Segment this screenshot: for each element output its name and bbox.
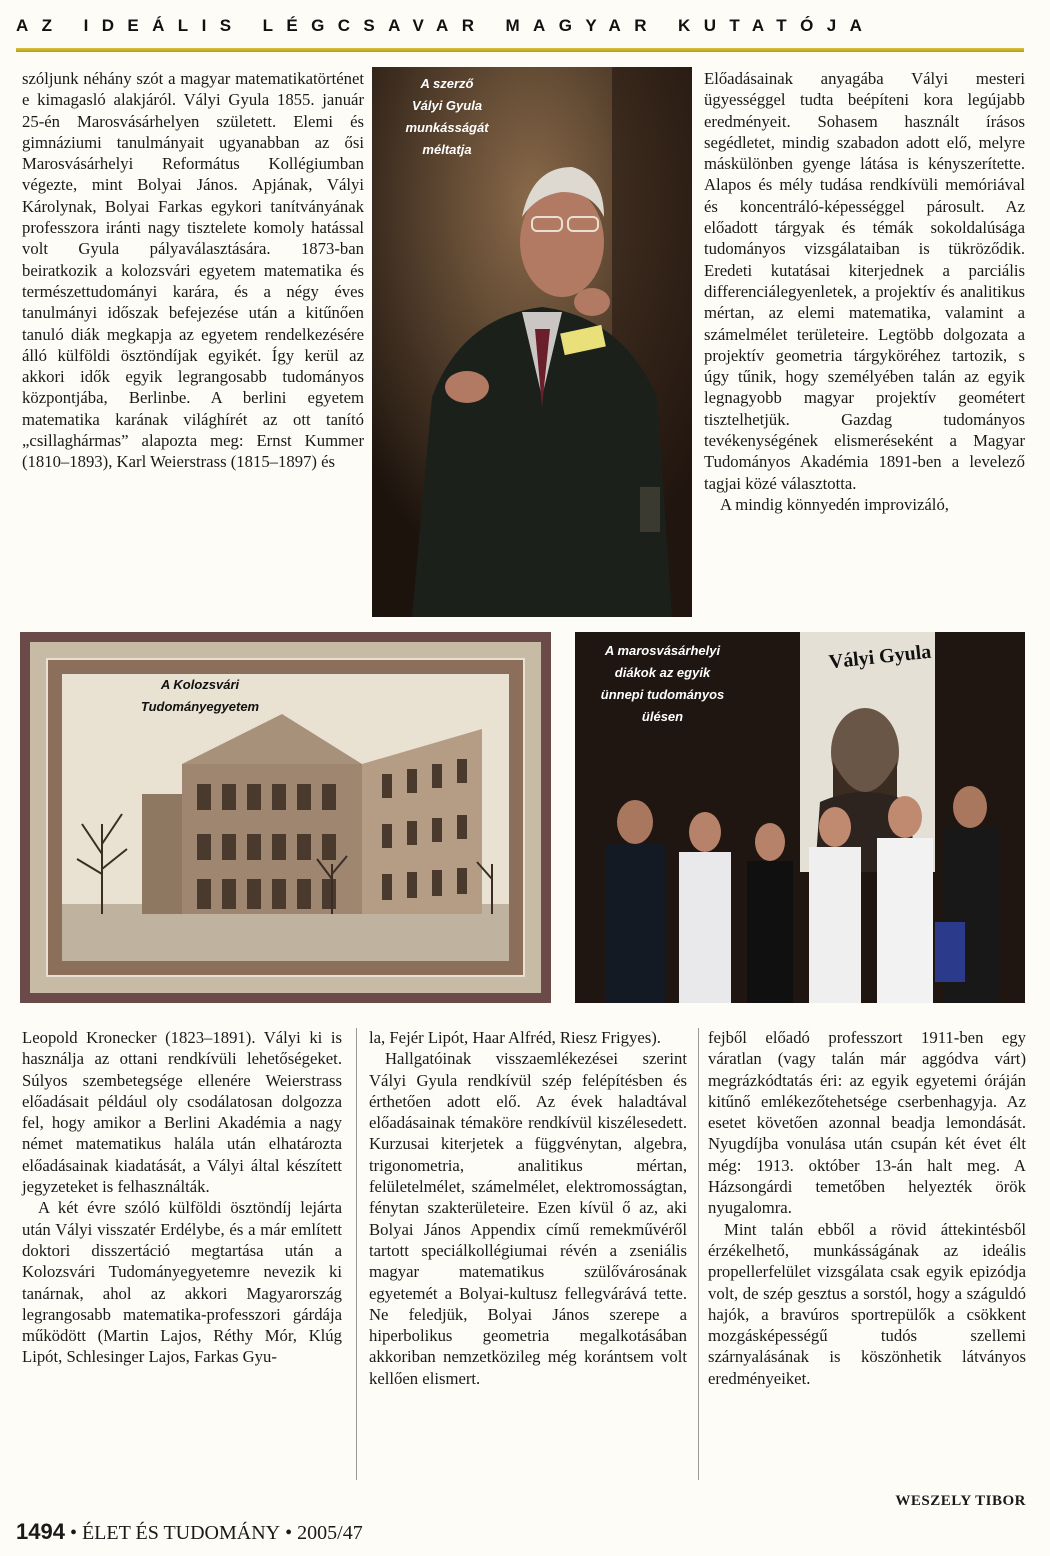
paragraph: Mint talán ebből a rövid áttekintésből érzékelhető, munkásságának az ideális propellerfelület vizsgálata csak egyik epizódja volt, de szép gesztus a sorstól, hogy a száguldó hajók, a bravúros sportrepülők a csökkent mozgásképességű tudós szellemi szárnyalásának is köszönhetik látványos eredményeiket.	[708, 1219, 1026, 1388]
author-signature: WESZELY TIBOR	[895, 1493, 1026, 1509]
column-divider	[698, 1028, 699, 1480]
paragraph: la, Fejér Lipót, Haar Alfréd, Riesz Frigyes).	[369, 1028, 661, 1047]
paragraph: Leopold Kronecker (1823–1891). Vályi ki is használja az ottani rendkívüli lehetőségeket. Súlyos szembetegsége ellenére Weierstrass előadásait például oly csodálatosan dolgozza fel, hogy amikor a Berlini Akadémia a nagy német matematikus halála után elhatározta előadásainak kiadatását, a Vályi által készített jegyzeteket is felhasználták.	[22, 1028, 342, 1197]
running-header: AZ IDEÁLIS LÉGCSAVAR MAGYAR KUTATÓJA	[16, 16, 876, 35]
speaker-caption: A szerző Vályi Gyula munkásságát méltatja	[405, 76, 489, 157]
text-column-bottom-left	[22, 1027, 342, 1368]
paragraph: A két évre szóló külföldi ösztöndíj lejárta után Vályi visszatér Erdélybe, és a már említett doktori disszertáció megtartása után a Kolozsvári Tudományegyetemre nevezik ki tanárnak, ahol az akkori Magyarország legrangosabb matematika-professzori gárdája működött (Martin Lajos, Réthy Mór, Klúg Lipót, Schlesinger Lajos, Farkas Gyu-	[22, 1198, 342, 1367]
banner-text: Vályi Gyula	[827, 640, 933, 674]
page-number: 1494	[16, 1519, 65, 1544]
students-photo	[575, 632, 1025, 1003]
paragraph: szóljunk néhány szót a magyar matematikatörténet e kimagasló alakjáról. Vályi Gyula 1855. január 25-én Marosvásárhelyen született. Elemi és gimnáziumi tanulmányait ugyanabban az ősi Marosvásárhelyi Református Kollégiumban végezte, mint Bolyai János. Apjának, Vályi Károlynak, Bolyai Farkas egykori tanítványának professzora iránti nagy tisztelete komoly hatással volt Gyula pályaválasztására. 1873-ban beiratkozik a kolozsvári egyetem matematika és természettudományi karára, és a négy éves tanulmányi időszak befejezése után a kitűnően tanuló diák megkapja az egyetem rendelkezésére álló külföldi ösztöndíjak egyikét. Így kerül az akkori idők egyik legrangosabb tudományos központjába, Berlinbe. A berlini egyetem matematika karának világhírét az ott tanító „csillaghármas” alapozta meg: Ernst Kummer (1810–1893), Karl Weierstrass (1815–1897) és	[22, 69, 364, 472]
university-photo	[20, 632, 551, 1003]
column-divider	[356, 1028, 357, 1480]
magazine-name: ÉLET ÉS TUDOMÁNY	[81, 1522, 281, 1544]
paragraph: fejből előadó professzort 1911-ben egy váratlan (vagy talán már aggódva várt) megrázkódtatás éri: az egyik egyetemi óráján kitűnő emlékezőtehetsége cserbenhagyja. Az esetet követően azonnal beadja lemondását. Nyugdíjba vonulása után csupán két évet élt még: 1913. október 13-án halt meg. A Házsongárdi temetőben helyezték örök nyugalomra.	[708, 1028, 1026, 1218]
paragraph: Hallgatóinak visszaemlékezései szerint Vályi Gyula rendkívül szép felépítésben és érthetően adott elő. Az évek haladtával előadásainak témaköre rendkívül kiszélesedett. Kurzusai kiterjetek a függvénytan, algebra, trigonometria, analitikus mértan, felületelmélet, számelmélet, elektromosságtan, fénytan szakterületeire. Ezen kívül ő az, aki Bolyai János Appendix című remekművéről tartott speciálkollégiumai révén a zseniális magyar matematikus szülővárosának egyetemét a Bolyai-kultusz fellegvárává tette. Ne feledjük, Bolyai János szerepe a hiperbolikus geometria megalkotásában akkoriban nemzetközileg még korántsem volt kellően elismert.	[369, 1049, 687, 1388]
speaker-photo	[372, 67, 692, 617]
paragraph: Előadásainak anyagába Vályi mesteri ügyességgel tudta beépíteni kora legújabb eredményeit. Sohasem használt írásos segédletet, mindig szabadon adott elő, melyre máskülönben gyenge látása is kényszerítette. Alapos és mély tudása rendkívüli memóriával és koncentráló-képességgel párosult. Az előadott tárgyak és témák sokoldalúsága tudományos vizsgálataiban is tükröződik. Eredeti kutatásai kiterjednek a parciális differenciálegyenletek, a projektív és analitikus mértan, az elemi matematika, valamint a számelmélet területeire. Legtöbb dolgozata a projektív geometria tárgyköréhez tartozik, s úgy tűnik, hogy személyében talán az egyik legnagyobb magyar projektív geométert tisztelhetjük. Gazdag tudományos tevékenységének elismeréseként a Magyar Tudományos Akadémia 1891-ben a levelező tagjai közé választotta.	[704, 69, 1025, 493]
issue-number: 2005/47	[297, 1522, 363, 1544]
university-caption: A Kolozsvári Tudományegyetem	[140, 677, 260, 714]
page-footer	[16, 1519, 363, 1545]
text-column-bottom-middle	[369, 1027, 687, 1389]
footer-separator: •	[69, 1522, 77, 1544]
text-column-top-left	[22, 68, 364, 473]
text-column-top-right	[704, 68, 1025, 515]
footer-separator: •	[285, 1522, 293, 1544]
students-caption: A marosvásárhelyi diákok az egyik ünnepi tudományos ülésen	[600, 643, 725, 724]
text-column-bottom-right	[708, 1027, 1026, 1389]
paragraph: A mindig könnyedén improvizáló,	[720, 494, 949, 514]
header-rule	[16, 48, 1024, 52]
